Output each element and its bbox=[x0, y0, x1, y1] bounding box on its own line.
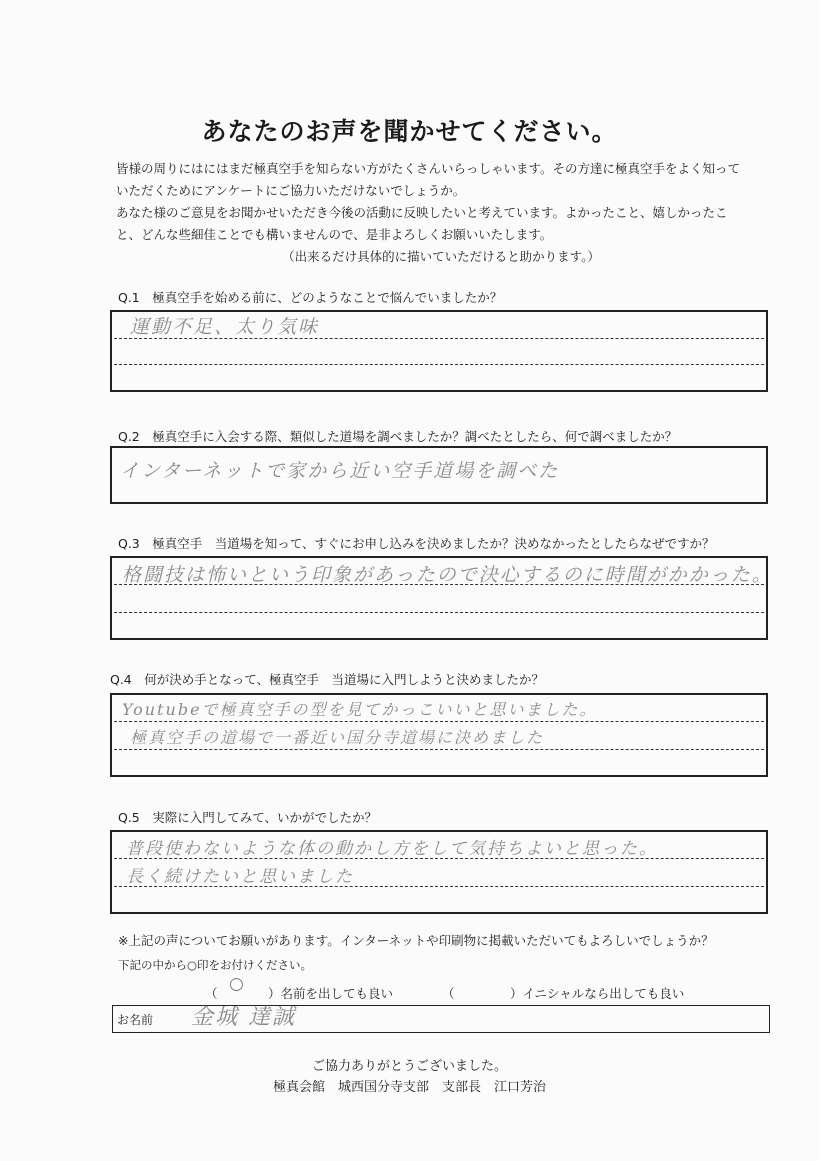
question-3-answer-line-1: 格闘技は怖いという印象があったので決心するのに時間がかかった。 bbox=[122, 564, 773, 586]
intro-line: 皆様の周りにはにはまだ極真空手を知らない方がたくさんいらっしゃいます。その方達に極真空手をよく知って bbox=[116, 161, 741, 176]
question-2-answer-line-1: インターネットで家から近い空手道場を調べた bbox=[120, 460, 560, 482]
question-1-answer-box[interactable] bbox=[110, 310, 768, 392]
footer-thanks: ご協力ありがとうございました。 bbox=[311, 1059, 507, 1074]
option-name-open: （ bbox=[205, 986, 218, 1001]
option-initial-label[interactable]: ）イニシャルなら出しても良い bbox=[510, 986, 685, 1001]
option-name-label[interactable]: ）名前を出しても良い bbox=[268, 986, 394, 1001]
question-5-answer-box[interactable] bbox=[110, 830, 768, 914]
question-3-answer-box[interactable] bbox=[110, 556, 773, 640]
consent-question: ※上記の声についてお願いがあります。インターネットや印刷物に掲載いただいてもよろしいでしょうか？ bbox=[118, 933, 714, 948]
question-5-label: Q.5 実際に入門してみて、いかがでしたか？ bbox=[118, 810, 378, 825]
option-initial-open: （ bbox=[442, 986, 455, 1001]
name-field-value: 金城 達誠 bbox=[191, 1005, 296, 1030]
question-2-answer-box[interactable] bbox=[110, 446, 768, 504]
question-4-answer-box[interactable] bbox=[110, 693, 768, 777]
footer-signature: 極真会館 城西国分寺支部 支部長 江口芳治 bbox=[272, 1080, 546, 1095]
intro-line: と、どんな些細佳ことでも構いませんので、是非よろしくお願いいたします。 bbox=[116, 227, 553, 242]
intro-note: （出来るだけ具体的に描いていただけると助かります。） bbox=[282, 249, 600, 264]
intro-line: いただくためにアンケートにご協力いただけないでしょうか。 bbox=[116, 183, 466, 198]
question-1-answer-line-1: 運動不足、太り気味 bbox=[130, 316, 320, 338]
question-4-answer-line-2: 極真空手の道場で一番近い国分寺道場に決めました bbox=[130, 728, 545, 747]
question-5-answer-line-2: 長く続けたいと思いました bbox=[126, 867, 354, 887]
question-4-label: Q.4 何が決め手となって、極真空手 当道場に入門しようと決めましたか？ bbox=[110, 672, 545, 687]
name-field-label: お名前 bbox=[117, 1013, 154, 1027]
question-3-label: Q.3 極真空手 当道場を知って、すぐにお申し込みを決めましたか？決めなかったとしたらなぜですか？ bbox=[118, 536, 715, 551]
name-field[interactable] bbox=[112, 1005, 770, 1033]
question-1-label: Q.1 極真空手を始める前に、どのようなことで悩んでいましたか？ bbox=[118, 290, 503, 305]
question-2-label: Q.2 極真空手に入会する際、類似した道場を調べましたか？調べたとしたら、何で調べましたか？ bbox=[118, 429, 678, 444]
question-4-answer-line-1: Youtubeで極真空手の型を見てかっこいいと思いました。 bbox=[122, 700, 598, 719]
option-name-circle-mark[interactable]: ○ bbox=[229, 974, 244, 994]
consent-instruction: 下記の中から○印をお付けください。 bbox=[118, 958, 313, 972]
intro-line: あなた様のご意見をお聞かせいただき今後の活動に反映したいと考えています。よかったこと、嬉しかったこ bbox=[116, 205, 728, 220]
intro-text bbox=[116, 158, 766, 268]
question-5-answer-line-1: 普段使わないような体の動かし方をして気持ちよいと思った。 bbox=[126, 839, 658, 859]
page-title: あなたのお声を聞かせてください。 bbox=[201, 117, 618, 146]
